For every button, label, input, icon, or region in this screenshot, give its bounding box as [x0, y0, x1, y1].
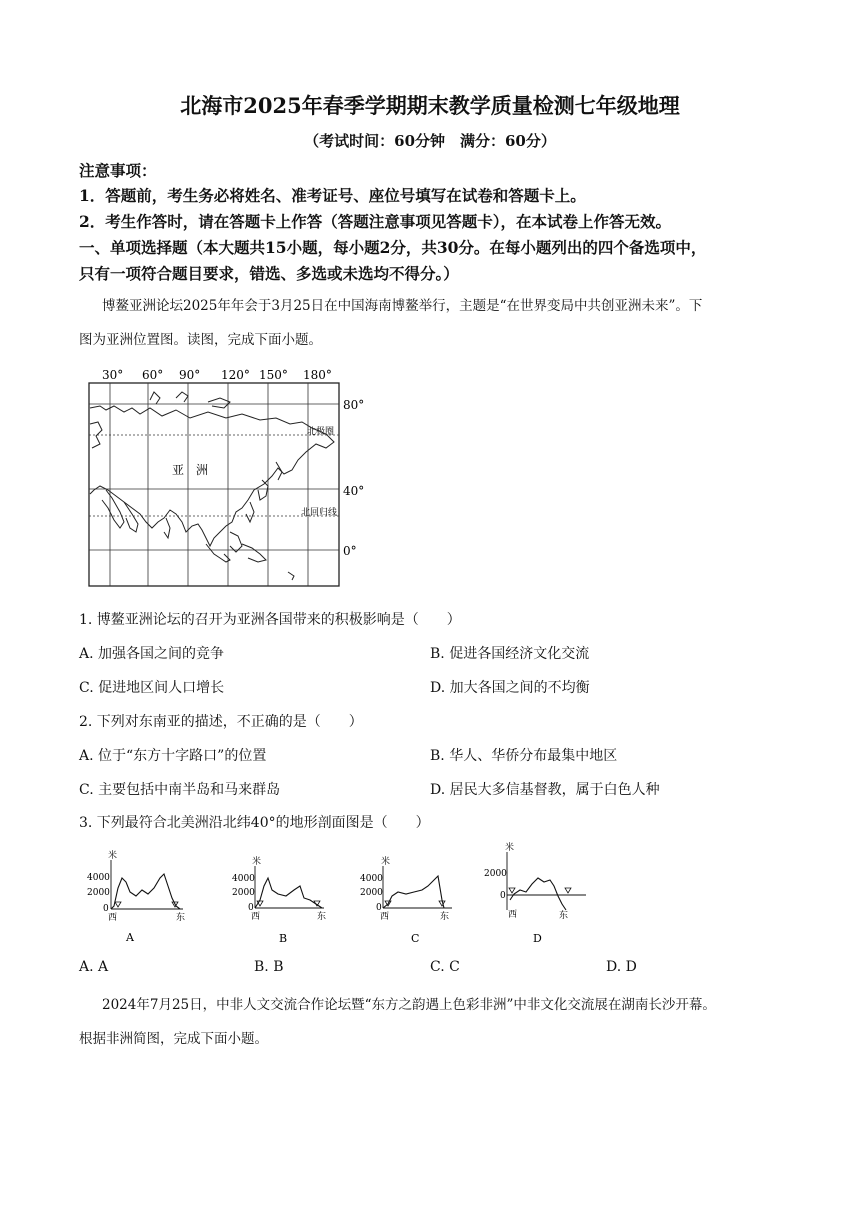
profile-c[interactable] [354, 850, 474, 950]
notice-heading: 注意事项： [79, 161, 157, 180]
profile-d-tick-2000: 2000 [484, 869, 507, 879]
profile-a-tick-2000: 2000 [87, 888, 110, 898]
profile-c-west: 西 [380, 912, 390, 922]
profile-c-label: C [411, 932, 420, 945]
lat-label-80: 80° [343, 398, 365, 412]
lon-label-120: 120° [221, 368, 250, 382]
page-title: 北海市2025年春季学期期末教学质量检测七年级地理 [180, 93, 680, 118]
notice-item-2: 2．考生作答时，请在答题卡上作答（答题注意事项见答题卡），在本试卷上作答无效。 [79, 212, 672, 231]
notice-item-1: 1．答题前，考生务必将姓名、准考证号、座位号填写在试卷和答题卡上。 [79, 186, 586, 205]
question-1-option-d[interactable]: D. 加大各国之间的不均衡 [430, 680, 590, 696]
question-3-option-a[interactable]: A. A [79, 959, 109, 975]
profile-a-west: 西 [108, 913, 118, 923]
lon-label-180: 180° [303, 368, 332, 382]
profile-d-label: D [533, 932, 542, 945]
map-frame [89, 383, 339, 586]
profile-b-east: 东 [317, 912, 327, 922]
profile-d-curve [510, 878, 566, 910]
question-3-option-d[interactable]: D. D [606, 959, 637, 975]
exam-info: （考试时间：60分钟 满分：60分） [304, 132, 556, 150]
coastline [90, 392, 334, 580]
profile-c-unit: 米 [381, 857, 391, 867]
profile-d-tick-0: 0 [500, 891, 506, 901]
passage1-line2: 图为亚洲位置图。读图，完成下面小题。 [79, 332, 322, 348]
profile-a-curve [111, 874, 180, 909]
question-2-stem: 2. 下列对东南亚的描述，不正确的是（ ） [79, 714, 363, 730]
question-2-option-b[interactable]: B. 华人、华侨分布最集中地区 [430, 748, 618, 764]
profile-c-curve [383, 876, 444, 908]
lat-label-0: 0° [343, 544, 357, 558]
profile-b-tick-2000: 2000 [232, 888, 255, 898]
profile-a-unit: 米 [108, 851, 118, 861]
profile-b-unit: 米 [252, 857, 262, 867]
lon-label-30: 30° [102, 368, 124, 382]
question-1-option-b[interactable]: B. 促进各国经济文化交流 [430, 646, 590, 662]
profile-a-label: A [126, 931, 134, 944]
question-1-option-a[interactable]: A. 加强各国之间的竞争 [79, 646, 225, 662]
question-3-option-c[interactable]: C. C [430, 959, 460, 975]
profile-b[interactable] [224, 850, 344, 950]
lon-label-150: 150° [259, 368, 288, 382]
question-1-option-c[interactable]: C. 促进地区间人口增长 [79, 680, 225, 696]
profile-c-tick-2000: 2000 [360, 888, 383, 898]
profile-a-tick-4000: 4000 [87, 873, 110, 883]
section-heading-line1: 一、单项选择题（本大题共15小题，每小题2分，共30分。在每小题列出的四个备选项中， [79, 238, 707, 257]
profile-d-unit: 米 [505, 843, 515, 853]
profile-a-tick-0: 0 [103, 904, 109, 914]
arctic-circle-label: 北极圈 [307, 427, 335, 437]
profile-d-east: 东 [559, 911, 569, 921]
question-1-stem: 1. 博鳌亚洲论坛的召开为亚洲各国带来的积极影响是（ ） [79, 612, 461, 628]
section-heading-line2: 只有一项符合题目要求，错选、多选或未选均不得分。） [79, 264, 459, 283]
profile-d-west: 西 [508, 910, 518, 920]
profile-b-curve [255, 878, 322, 908]
question-2-option-c[interactable]: C. 主要包括中南半岛和马来群岛 [79, 782, 281, 798]
question-3-stem: 3. 下列最符合北美洲沿北纬40°的地形剖面图是（ ） [79, 815, 430, 831]
profile-c-tick-4000: 4000 [360, 874, 383, 884]
profile-b-tick-0: 0 [248, 903, 254, 913]
tropic-label: 北回归线 [301, 508, 338, 518]
asia-map [80, 362, 380, 594]
profile-c-east: 东 [440, 912, 450, 922]
passage2-line1: 2024年7月25日，中非人文交流合作论坛暨“东方之韵遇上色彩非洲”中非文化交流展在湖南长沙开幕。 [102, 997, 716, 1013]
question-3-option-b[interactable]: B. B [254, 959, 284, 975]
profile-a-east: 东 [176, 913, 186, 923]
profile-b-west: 西 [251, 912, 261, 922]
profile-d[interactable] [478, 838, 598, 948]
lat-label-40: 40° [343, 484, 365, 498]
profile-b-tick-4000: 4000 [232, 874, 255, 884]
lon-label-60: 60° [142, 368, 164, 382]
graticule [89, 383, 339, 586]
question-2-option-d[interactable]: D. 居民大多信基督教，属于白色人种 [430, 782, 660, 798]
passage2-line2: 根据非洲简图，完成下面小题。 [79, 1031, 268, 1047]
asia-label: 亚 洲 [172, 463, 209, 477]
profile-a[interactable] [78, 848, 198, 948]
question-2-option-a[interactable]: A. 位于“东方十字路口”的位置 [79, 748, 267, 764]
profile-b-label: B [279, 932, 288, 945]
lon-label-90: 90° [179, 368, 201, 382]
profile-c-tick-0: 0 [376, 903, 382, 913]
passage1-line1: 博鳌亚洲论坛2025年年会于3月25日在中国海南博鳌举行，主题是“在世界变局中共创亚洲未来”。下 [102, 298, 703, 314]
